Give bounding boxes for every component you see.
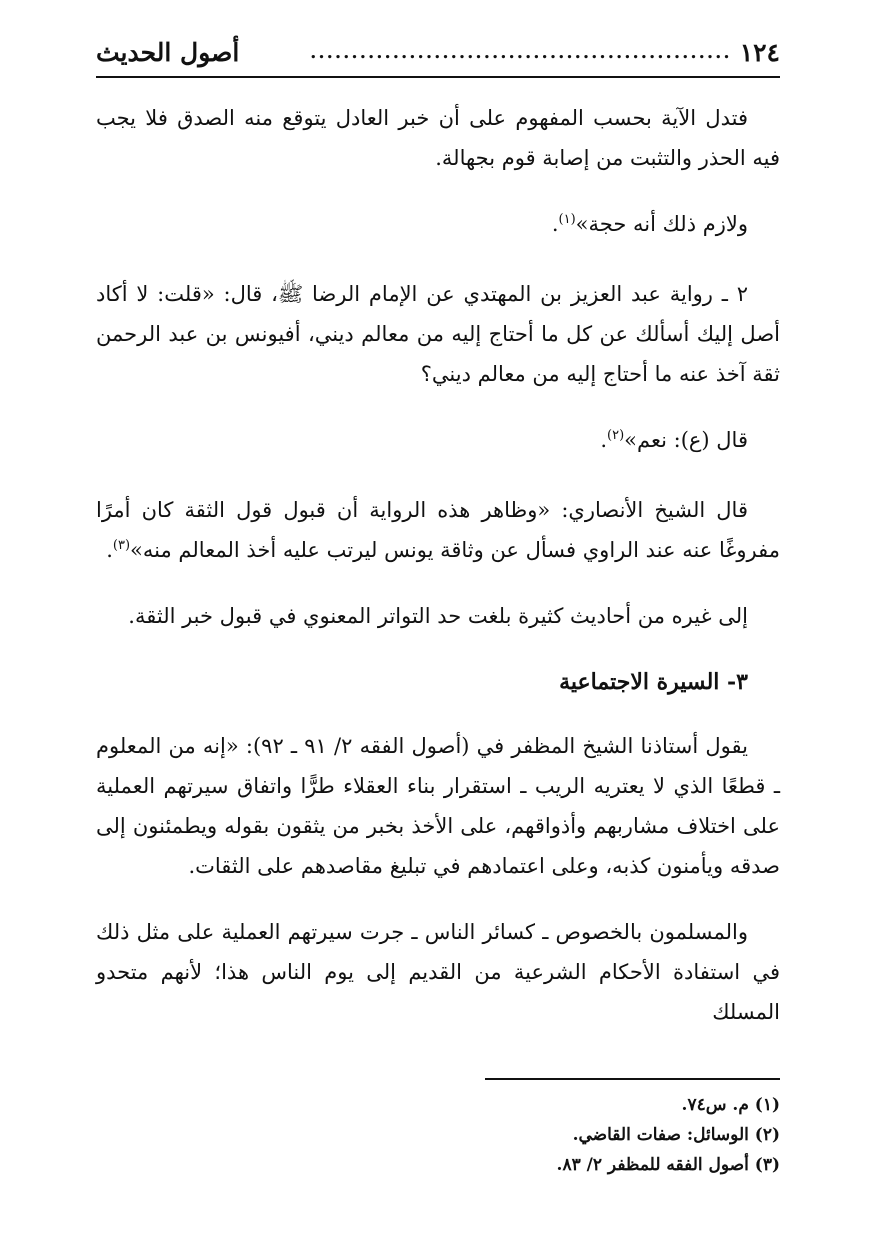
footnote-rule	[485, 1078, 780, 1080]
footnote-2: (٢) الوسائل: صفات القاضي.	[572, 1125, 780, 1145]
running-header	[96, 30, 780, 74]
footnotes	[96, 1090, 780, 1180]
paragraph-2: ولازم ذلك أنه حجة»$^{(١)}$.	[551, 212, 748, 236]
header-rule	[96, 76, 780, 78]
footnote-ref-1: (١)	[558, 212, 576, 227]
footnote-3: (٣) أصول الفقه للمظفر ٢/ ٨٣.	[556, 1155, 780, 1175]
paragraph-8: والمسلمون بالخصوص ـ كسائر الناس ـ جرت سيرتهم العملية على مثل ذلك في استفادة الأحكام الشرعية من القديم إلى يوم الناس هذا؛ لأنهم متحدو المسلك	[96, 920, 780, 1024]
paragraph-6: إلى غيره من أحاديث كثيرة بلغت حد التواتر المعنوي في قبول خبر الثقة.	[128, 604, 748, 628]
page-number: ١٢٤	[739, 37, 780, 67]
paragraph-4-text: قال (ع): نعم»	[624, 428, 748, 452]
footnote-1: (١) م. س٧٤.	[681, 1095, 780, 1115]
paragraph-1: فتدل الآية بحسب المفهوم على أن خبر العادل يتوقع منه الصدق فلا يجب فيه الحذر والتثبت من إصابة قوم بجهالة.	[96, 106, 780, 170]
body-text	[96, 98, 780, 1058]
footnote-ref-3: (٣)	[112, 538, 131, 553]
section-heading: ٣- السيرة الاجتماعية	[559, 669, 748, 695]
paragraph-2-text: ولازم ذلك أنه حجة»	[575, 212, 748, 236]
header-title: أصول الحديث	[96, 37, 240, 67]
paragraph-7: يقول أستاذنا الشيخ المظفر في (أصول الفقه ٢/ ٩١ ـ ٩٢): «إنه من المعلوم ـ قطعًا الذي لا يعتريه الريب ـ استقرار بناء العقلاء طرًّا واتفاق سيرتهم العملية على اختلاف مشاربهم وأذواقهم، على الأخذ بخبر من يثقون بقوله ويطمئنون إلى صدقه ويأمنون كذبه، وعلى اعتمادهم في تبليغ مقاصدهم على الثقات.	[96, 734, 780, 878]
paragraph-4: قال (ع): نعم»$^{(٢)}$.	[600, 428, 748, 452]
header-dot-leader: ...................................................	[310, 41, 732, 63]
paragraph-5-text: قال الشيخ الأنصاري: «وظاهر هذه الرواية أن قبول قول الثقة كان أمرًا مفروغًا عنه عند الراوي فسأل عن وثاقة يونس ليرتب عليه أخذ المعالم منه»	[96, 498, 780, 562]
footnote-ref-2: (٢)	[607, 428, 625, 443]
paragraph-3: ٢ ـ رواية عبد العزيز بن المهتدي عن الإمام الرضا ﷺ، قال: «قلت: لا أكاد أصل إليك أسألك عن كل ما أحتاج إليه من معالم ديني، أفيونس بن عبد الرحمن ثقة آخذ عنه ما أحتاج إليه من معالم ديني؟	[96, 282, 780, 386]
paragraph-5: قال الشيخ الأنصاري: «وظاهر هذه الرواية أن قبول قول الثقة كان أمرًا مفروغًا عنه عند الراوي فسأل عن وثاقة يونس ليرتب عليه أخذ المعالم منه»$^{(٣)}$.	[96, 498, 780, 562]
